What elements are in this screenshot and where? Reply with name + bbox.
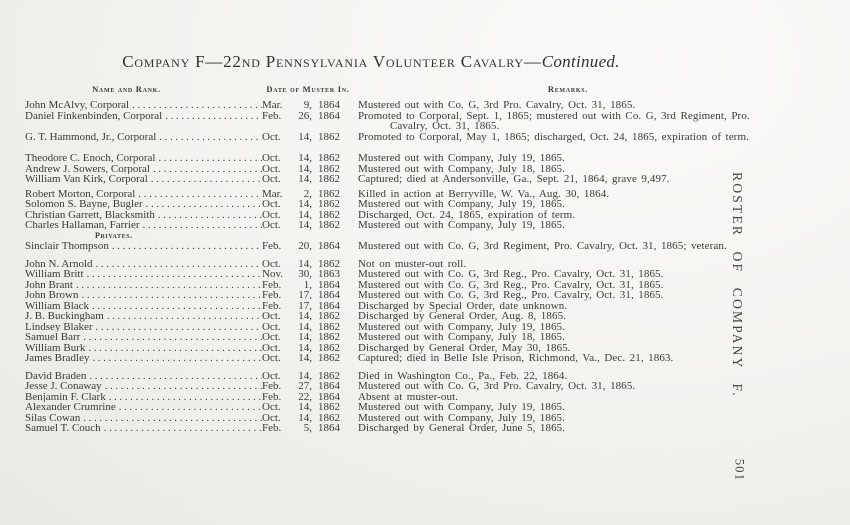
muster-year: 1862 [318, 162, 340, 175]
muster-date-cell [262, 241, 354, 252]
muster-month: Oct. [262, 162, 281, 175]
soldier-name-cell [25, 413, 262, 424]
soldier-name: Lindsey Blaker [25, 321, 93, 332]
soldier-name-cell [25, 332, 262, 343]
soldier-name: Jesse J. Conaway [25, 381, 102, 392]
column-headers [25, 84, 750, 94]
remarks-cell: Mustered out with Co. G, 3rd Pro. Cavalry, Oct. 31, 1865. [358, 99, 636, 111]
muster-year: 1864 [318, 380, 340, 392]
muster-year: 1862 [318, 310, 340, 322]
muster-year: 1862 [318, 187, 340, 200]
muster-day: 20, [298, 240, 312, 252]
muster-year: 1864 [318, 99, 340, 111]
soldier-name-cell [25, 311, 262, 322]
soldier-name: Solomon S. Bayne, Bugler [25, 199, 143, 210]
remarks-cell: Mustered out with Co. G, 3rd Pro. Cavalry, Oct. 31, 1865. [358, 380, 636, 392]
muster-date-cell [262, 423, 354, 434]
dot-leader [106, 392, 262, 403]
dot-leader [102, 381, 262, 392]
muster-day: 14, [298, 401, 312, 413]
roster-row [25, 199, 750, 210]
dot-leader [143, 199, 262, 210]
soldier-name-cell [25, 343, 262, 354]
soldier-name: William Black [25, 300, 90, 311]
soldier-name-cell [25, 164, 262, 175]
muster-month: Nov. [262, 268, 283, 280]
soldier-name: Samuel Barr [25, 332, 81, 343]
remarks-cell: Absent at muster-out. [358, 390, 459, 403]
soldier-name: Samuel T. Couch [25, 423, 101, 434]
muster-year: 1864 [318, 109, 340, 122]
soldier-name: John Brown [25, 290, 79, 301]
muster-day: 14, [298, 411, 312, 424]
remarks-cell: Not on muster-out roll. [358, 257, 467, 270]
dot-leader [155, 210, 262, 221]
roster-row [25, 311, 750, 322]
muster-date-cell [262, 381, 354, 392]
remarks-cell: Discharged by General Order, Aug. 8, 1865. [358, 310, 567, 322]
soldier-name: J. B. Buckingham [25, 311, 104, 322]
remarks-cell: Mustered out with Co. G, 3rd Reg., Pro. Cavalry, Oct. 31, 1865. [358, 289, 664, 301]
muster-month: Feb. [262, 299, 282, 312]
remarks-cell: Mustered out with Company, July 19, 1865. [358, 152, 566, 164]
muster-date-cell [262, 111, 354, 122]
soldier-name: Charles Hallaman, Farrier [25, 220, 140, 231]
dot-leader [84, 269, 262, 280]
dot-leader [148, 174, 262, 185]
muster-day: 14, [298, 341, 312, 354]
roster-row [25, 132, 750, 143]
muster-day: 14, [298, 130, 312, 143]
muster-day: 27, [298, 380, 312, 392]
muster-day: 14, [298, 257, 312, 270]
soldier-name-cell [25, 290, 262, 301]
remarks-cell: Mustered out with Company, July 18, 1865. [358, 331, 566, 343]
roster-row [25, 402, 750, 413]
roster-row [25, 290, 750, 301]
soldier-name-cell [25, 174, 262, 185]
page-title-main: Company F—22nd Pennsylvania Volunteer Cavalry— [122, 52, 542, 71]
muster-date-cell [262, 220, 354, 231]
muster-year: 1862 [318, 257, 340, 270]
remarks-cell: Mustered out with Company, July 19, 1865. [358, 411, 566, 424]
remarks-cell: Mustered out with Company, July 18, 1865. [358, 162, 566, 175]
soldier-name-cell [25, 423, 262, 434]
soldier-name-cell [25, 269, 262, 280]
roster-row [25, 423, 750, 434]
muster-month: Feb. [262, 289, 282, 301]
soldier-name-cell [25, 301, 262, 312]
dot-leader [101, 423, 262, 434]
remarks-cell: Promoted to Corporal, Sept. 1, 1865; mustered out with Co. G, 3rd Regiment, Pro. Cavalry, Oct. 31, 1865. [358, 109, 750, 132]
page-title-continued: Continued. [541, 52, 620, 71]
soldier-name: Daniel Finkenbinden, Corporal [25, 110, 163, 121]
soldier-name-cell [25, 210, 262, 221]
muster-month: Feb. [262, 240, 282, 252]
muster-day: 9, [303, 99, 312, 111]
dot-leader [89, 353, 262, 364]
muster-day: 14, [298, 352, 312, 364]
dot-leader [93, 322, 262, 333]
muster-month: Feb. [262, 422, 282, 434]
roster-row [25, 269, 750, 280]
muster-month: Oct. [262, 219, 281, 231]
muster-year: 1862 [318, 152, 340, 164]
soldier-name-cell [25, 132, 262, 143]
muster-day: 14, [298, 152, 312, 164]
dot-leader [140, 220, 262, 231]
muster-day: 14, [298, 369, 312, 382]
muster-day: 14, [298, 208, 312, 221]
muster-year: 1862 [318, 369, 340, 382]
soldier-name: Alexander Crumrine [25, 402, 116, 413]
muster-year: 1862 [318, 411, 340, 424]
roster-row [25, 332, 750, 343]
muster-date-cell [262, 311, 354, 322]
soldier-name: Theodore C. Enoch, Corporal [25, 153, 156, 164]
remarks-cell: Discharged by General Order, June 5, 1865. [358, 422, 566, 434]
remarks-cell: Captured; died in Belle Isle Prison, Richmond, Va., Dec. 21, 1863. [358, 352, 674, 364]
muster-year: 1864 [318, 390, 340, 403]
remarks-cell: Discharged by General Order, May 30, 1865. [358, 341, 571, 354]
muster-month: Feb. [262, 278, 282, 291]
muster-month: Oct. [262, 152, 281, 164]
soldier-name: William Van Kirk, Corporal [25, 174, 148, 185]
muster-year: 1864 [318, 240, 340, 252]
soldier-name: David Braden [25, 370, 87, 381]
roster-row [25, 220, 750, 231]
muster-month: Feb. [262, 390, 282, 403]
muster-month: Oct. [262, 369, 281, 382]
soldier-name: James Bradley [25, 353, 90, 364]
soldier-name-cell [25, 392, 262, 403]
muster-year: 1864 [318, 422, 340, 434]
remarks-cell: Discharged, Oct. 24, 1865, expiration of term. [358, 208, 576, 221]
soldier-name: William Britt [25, 269, 84, 280]
remarks-cell: Killed in action at Berryville, W. Va., Aug. 30, 1864. [358, 187, 610, 200]
muster-month: Oct. [262, 320, 281, 333]
soldier-name: Robert Morton, Corporal [25, 188, 136, 199]
muster-year: 1862 [318, 341, 340, 354]
dot-leader [85, 343, 262, 354]
roster-row [25, 111, 750, 132]
muster-month: Oct. [262, 310, 281, 322]
muster-day: 14, [298, 310, 312, 322]
remarks-cell: Discharged by Special Order, date unknown. [358, 299, 568, 312]
muster-day: 2, [303, 187, 312, 200]
dot-leader [135, 189, 262, 200]
muster-date-cell [262, 269, 354, 280]
muster-month: Oct. [262, 257, 281, 270]
muster-month: Oct. [262, 411, 281, 424]
muster-day: 17, [298, 289, 312, 301]
soldier-name-cell [25, 259, 262, 270]
dot-leader [155, 153, 262, 164]
muster-year: 1864 [318, 299, 340, 312]
muster-date-cell [262, 332, 354, 343]
muster-month: Feb. [262, 380, 282, 392]
dot-leader [150, 164, 262, 175]
roster-row [25, 241, 750, 252]
roster-row [25, 174, 750, 185]
soldier-name-cell [25, 199, 262, 210]
dot-leader [80, 413, 262, 424]
dot-leader [116, 402, 262, 413]
muster-day: 14, [298, 162, 312, 175]
muster-year: 1862 [318, 401, 340, 413]
dot-leader [89, 301, 262, 312]
soldier-name: William Burk [25, 342, 86, 353]
muster-day: 17, [298, 299, 312, 312]
soldier-name: John Brant [25, 279, 73, 290]
soldier-name: Silas Cowan [25, 412, 81, 423]
soldier-name-cell [25, 280, 262, 291]
muster-month: Oct. [262, 130, 281, 143]
roster-row [25, 153, 750, 164]
muster-date-cell [262, 290, 354, 301]
soldier-name-cell [25, 353, 262, 364]
section-heading-privates: Privates. [95, 230, 133, 240]
muster-date-cell [262, 100, 354, 111]
soldier-name-cell [25, 402, 262, 413]
muster-year: 1862 [318, 130, 340, 143]
soldier-name-cell [25, 371, 262, 382]
remarks-cell: Mustered out with Company, July 19, 1865. [358, 198, 566, 210]
remarks-cell: Mustered out with Company, July 19, 1865. [358, 401, 566, 413]
page-title [15, 52, 727, 72]
dot-leader [129, 100, 262, 111]
soldier-name: Benjamin F. Clark [25, 391, 106, 402]
dot-leader [78, 290, 262, 301]
muster-year: 1862 [318, 219, 340, 231]
remarks-cell: Mustered out with Co. G, 3rd Regiment, Pro. Cavalry, Oct. 31, 1865; veteran. [358, 240, 727, 252]
muster-year: 1862 [318, 352, 340, 364]
muster-day: 14, [298, 198, 312, 210]
muster-month: Oct. [262, 401, 281, 413]
soldier-name-cell [25, 153, 262, 164]
dot-leader [156, 132, 262, 143]
muster-year: 1862 [318, 208, 340, 221]
muster-day: 14, [298, 173, 312, 185]
muster-date-cell [262, 174, 354, 185]
remarks-cell: Mustered out with Company, July 19, 1865. [358, 219, 566, 231]
soldier-name-cell [25, 241, 262, 252]
muster-year: 1863 [318, 268, 340, 280]
remarks-cell: Mustered out with Co. G, 3rd Reg., Pro. Cavalry, Oct. 31, 1865. [358, 268, 664, 280]
roster-row [25, 381, 750, 392]
muster-month: Mar. [262, 187, 283, 200]
dot-leader [86, 371, 262, 382]
muster-date-cell [262, 353, 354, 364]
muster-month: Mar. [262, 99, 283, 111]
muster-day: 26, [298, 109, 312, 122]
roster-row [25, 353, 750, 364]
muster-day: 5, [303, 422, 312, 434]
remarks-cell: Mustered out with Co. G, 3rd Reg., Pro. Cavalry, Oct. 31, 1865. [358, 278, 664, 291]
soldier-name: Andrew J. Sowers, Corporal [25, 163, 150, 174]
muster-date-cell [262, 402, 354, 413]
roster-rows [25, 100, 750, 434]
muster-month: Oct. [262, 198, 281, 210]
soldier-name: John N. Arnold [25, 258, 93, 269]
dot-leader [73, 280, 262, 291]
muster-day: 22, [298, 390, 312, 403]
page-number: 501 [732, 458, 747, 482]
dot-leader [109, 241, 262, 252]
remarks-cell: Promoted to Corporal, May 1, 1865; discharged, Oct. 24, 1865, expiration of term. [358, 130, 749, 143]
muster-month: Feb. [262, 109, 282, 122]
muster-year: 1862 [318, 320, 340, 333]
muster-day: 14, [298, 219, 312, 231]
remarks-cell: Mustered out with Company, July 19, 1865. [358, 320, 566, 333]
muster-day: 30, [298, 268, 312, 280]
muster-month: Oct. [262, 208, 281, 221]
muster-year: 1862 [318, 173, 340, 185]
dot-leader [80, 332, 262, 343]
muster-day: 14, [298, 331, 312, 343]
dot-leader [104, 311, 262, 322]
soldier-name: John McAlvy, Corporal [25, 100, 130, 111]
muster-date-cell [262, 153, 354, 164]
column-header-name-and-rank: Name and Rank. [92, 84, 161, 94]
muster-month: Oct. [262, 352, 281, 364]
soldier-name-cell [25, 381, 262, 392]
muster-month: Oct. [262, 331, 281, 343]
muster-year: 1862 [318, 331, 340, 343]
soldier-name-cell [25, 220, 262, 231]
muster-year: 1864 [318, 289, 340, 301]
column-header-remarks: Remarks. [547, 84, 589, 94]
soldier-name-cell [25, 189, 262, 200]
roster-row [25, 100, 750, 111]
remarks-cell: Captured; died at Andersonville, Ga., Sept. 21, 1864, grave 9,497. [358, 173, 670, 185]
soldier-name-cell [25, 111, 262, 122]
muster-month: Oct. [262, 173, 281, 185]
muster-date-cell [262, 132, 354, 143]
muster-month: Oct. [262, 341, 281, 354]
muster-year: 1864 [318, 278, 340, 291]
margin-side-label: ROSTER OF COMPANY F. [730, 172, 745, 398]
column-header-date-of-muster-in: Date of Muster In. [266, 84, 350, 94]
soldier-name: Sinclair Thompson [25, 241, 109, 252]
muster-day: 14, [298, 320, 312, 333]
soldier-name: G. T. Hammond, Jr., Corporal [25, 131, 157, 142]
remarks-cell: Died in Washington Co., Pa., Feb. 22, 1864. [358, 369, 568, 382]
dot-leader [162, 111, 262, 122]
dot-leader [93, 259, 262, 270]
soldier-name-cell [25, 322, 262, 333]
soldier-name-cell [25, 100, 262, 111]
muster-year: 1862 [318, 198, 340, 210]
soldier-name: Christian Garrett, Blacksmith [25, 209, 155, 220]
muster-date-cell [262, 199, 354, 210]
muster-day: 1, [303, 278, 312, 291]
